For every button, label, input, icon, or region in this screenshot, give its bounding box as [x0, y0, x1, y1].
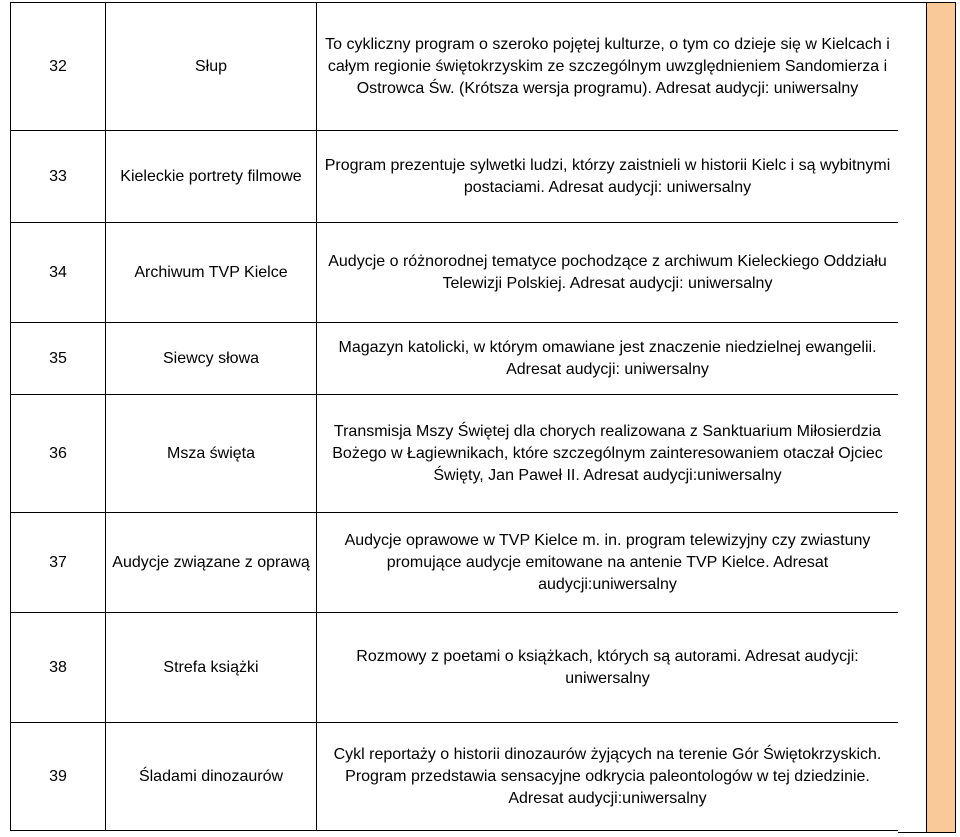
- program-description-cell: Cykl reportaży o historii dinozaurów żyjących na terenie Gór Świętokrzyskich. Program przedstawia sensacyjne odkrycia paleontologów w tej dziedzinie. Adresat audycji:uniwersalny: [317, 723, 899, 831]
- program-title-cell: Słup: [106, 3, 317, 131]
- program-number-cell: 39: [11, 723, 106, 831]
- program-number-cell: 38: [11, 613, 106, 723]
- program-description-cell: To cykliczny program o szeroko pojętej kulturze, o tym co dzieje się w Kielcach i całym regionie świętokrzyskim ze szczególnym uwzględnieniem Sandomierza i Ostrowca Św. (Krótsza wersja programu). Adresat audycji: uniwersalny: [317, 3, 899, 131]
- program-number-cell: 32: [11, 3, 106, 131]
- program-number-cell: 35: [11, 323, 106, 395]
- table-row: [11, 513, 899, 613]
- program-number-cell: 33: [11, 131, 106, 223]
- table-row: [11, 613, 899, 723]
- program-description-cell: Transmisja Mszy Świętej dla chorych realizowana z Sanktuarium Miłosierdzia Bożego w Łagiewnikach, które szczególnym zainteresowaniem otaczał Ojciec Święty, Jan Paweł II. Adresat audycji:uniwersalny: [317, 395, 899, 513]
- blank-column: [898, 2, 926, 833]
- program-description-cell: Rozmowy z poetami o książkach, których są autorami. Adresat audycji: uniwersalny: [317, 613, 899, 723]
- table-row: [11, 723, 899, 831]
- program-title-cell: Siewcy słowa: [106, 323, 317, 395]
- table-row: [11, 3, 899, 131]
- program-title-cell: Msza święta: [106, 395, 317, 513]
- program-description-cell: Magazyn katolicki, w którym omawiane jest znaczenie niedzielnej ewangelii. Adresat audycji: uniwersalny: [317, 323, 899, 395]
- program-number-cell: 37: [11, 513, 106, 613]
- table-row: [11, 395, 899, 513]
- table-row: [11, 131, 899, 223]
- accent-column: [926, 2, 956, 833]
- table-row: [11, 323, 899, 395]
- program-table: [10, 2, 899, 831]
- program-number-cell: 36: [11, 395, 106, 513]
- program-description-cell: Audycje oprawowe w TVP Kielce m. in. program telewizyjny czy zwiastuny promujące audycje emitowane na antenie TVP Kielce. Adresat audycji:uniwersalny: [317, 513, 899, 613]
- program-title-cell: Archiwum TVP Kielce: [106, 223, 317, 323]
- program-title-cell: Śladami dinozaurów: [106, 723, 317, 831]
- program-title-cell: Strefa książki: [106, 613, 317, 723]
- program-description-cell: Audycje o różnorodnej tematyce pochodzące z archiwum Kieleckiego Oddziału Telewizji Polskiej. Adresat audycji: uniwersalny: [317, 223, 899, 323]
- program-description-cell: Program prezentuje sylwetki ludzi, którzy zaistnieli w historii Kielc i są wybitnymi postaciami. Adresat audycji: uniwersalny: [317, 131, 899, 223]
- program-title-cell: Kieleckie portrety filmowe: [106, 131, 317, 223]
- program-title-cell: Audycje związane z oprawą: [106, 513, 317, 613]
- table-row: [11, 223, 899, 323]
- program-number-cell: 34: [11, 223, 106, 323]
